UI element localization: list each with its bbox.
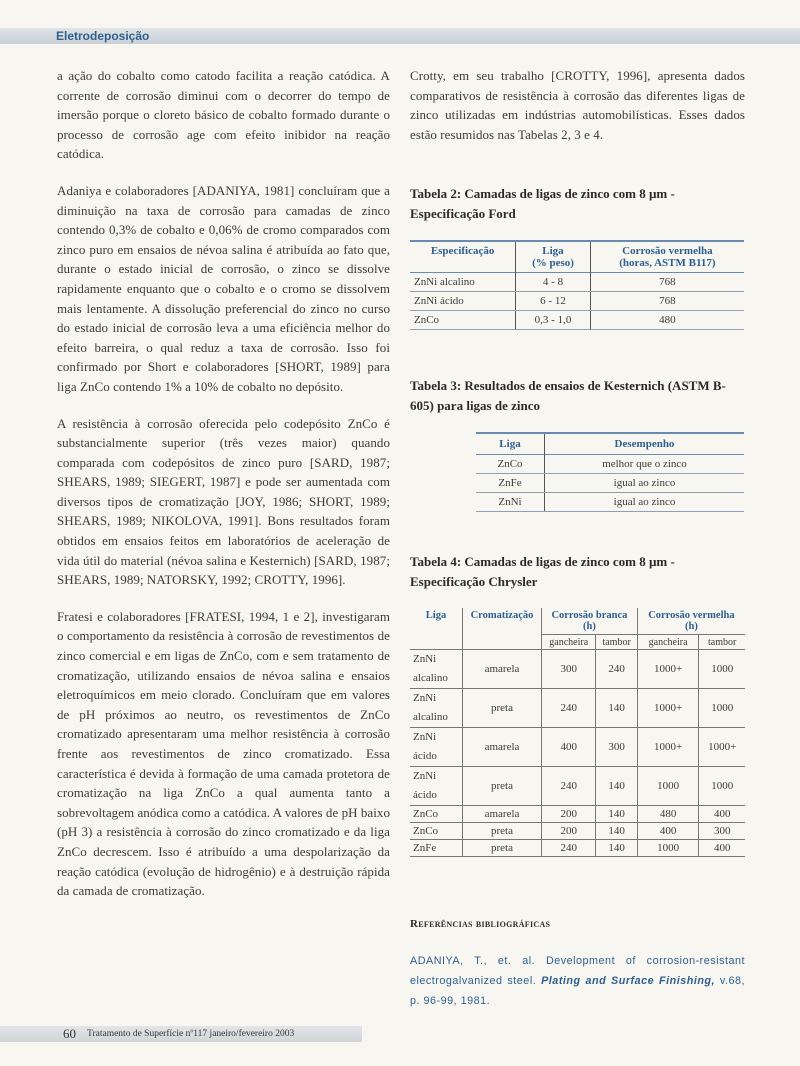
table-cell: 400 <box>699 840 745 857</box>
table3-caption: Tabela 3: Resultados de ensaios de Kesternich (ASTM B-605) para ligas de zinco <box>410 378 726 413</box>
table-cell: ZnCo <box>410 823 463 840</box>
table-cell: preta <box>463 767 542 806</box>
page-number: 60 <box>63 1026 76 1041</box>
table-cell: preta <box>463 689 542 728</box>
table-cell: 6 - 12 <box>516 292 591 311</box>
paragraph: Adaniya e colaboradores [ADANIYA, 1981] concluíram que a diminuição na taxa de corrosão para camadas de zinco contendo 0,3% de cobalto e 0,06% de cromo comparados com zinco puro em ensaios de névoa salina é atribuída ao fato que, durante o estado inicial de corrosão, o zinco se dissolve rapidamente enquanto que o cobalto e o cromo se dissolvem mais lentamente. A dissolução preferencial do zinco no curso do estado inicial de corrosão leva a uma eficiência melhor do efeito barreira, o qual reduz a taxa de corrosão. Isso foi confirmado por Short e colaboradores [SHORT, 1989] para liga ZnCo contendo 1% a 10% de cobalto no depósito. <box>57 182 390 394</box>
table-cell: ZnFe <box>410 840 463 857</box>
table-cell: ZnNi <box>476 493 545 512</box>
section-title: Eletrodeposição <box>56 29 150 43</box>
reference-journal: Plating and Surface Finishing, <box>541 975 716 987</box>
table-cell: 480 <box>590 311 744 330</box>
table2-header: (horas, ASTM B117) <box>619 257 716 269</box>
table2-header: Liga <box>516 241 591 257</box>
table-cell: preta <box>463 840 542 857</box>
table4-header: (h) <box>542 621 638 635</box>
table3-header: Liga <box>476 433 545 455</box>
table-row <box>410 728 745 767</box>
table-cell: 400 <box>637 823 699 840</box>
table-cell: ZnNi alcalino <box>410 689 463 728</box>
table4-subheader: gancheira <box>637 635 699 650</box>
table4-subheader: gancheira <box>542 635 596 650</box>
table4-header: Liga <box>410 608 463 650</box>
table3 <box>476 432 744 512</box>
table4-header: Corrosão branca <box>542 608 638 621</box>
table-row <box>410 840 745 857</box>
table3-header: Desempenho <box>614 438 675 450</box>
table4 <box>410 608 745 857</box>
table-cell: 140 <box>596 840 637 857</box>
table4-header: (h) <box>637 621 745 635</box>
references-title: Referências bibliográficas <box>410 918 551 930</box>
table-cell: 4 - 8 <box>516 273 591 292</box>
table-cell: 1000 <box>637 767 699 806</box>
table2-header: Corrosão vermelha <box>622 245 713 257</box>
table-cell: 400 <box>699 806 745 823</box>
table-cell: 300 <box>699 823 745 840</box>
table-row <box>476 455 744 474</box>
paragraph: a ação do cobalto como catodo facilita a reação catódica. A corrente de corrosão diminui com o decorrer do tempo de imersão porque o cloreto básico de cobalto formado durante o processo de corrosão age com efeito inibidor na reação catódica. <box>57 68 390 162</box>
table-cell: ZnCo <box>410 806 463 823</box>
table-row <box>410 292 744 311</box>
table-row <box>410 650 745 689</box>
table-row <box>410 273 744 292</box>
table-cell: 400 <box>542 728 596 767</box>
table-cell: 1000 <box>699 767 745 806</box>
table-cell: 1000 <box>699 689 745 728</box>
table-cell: amarela <box>463 806 542 823</box>
table-cell: 140 <box>596 767 637 806</box>
paragraph: Fratesi e colaboradores [FRATESI, 1994, 1 e 2], investigaram o comportamento da resistência à corrosão de revestimentos de zinco comercial e em ligas de ZnCo, com e sem tratamento de cromatização, utilizando ensaios de névoa salina e ensaios eletroquímicos em meio clorado. Concluíram que em valores de pH próximos ao neutro, os revestimentos de ZnCo cromatizado apresentaram uma melhor resistência à corrosão frente aos revestimentos de zinco cromatizado. Essa característica é devida à formação de uma camada protetora de cromatização na liga ZnCo a qual aumenta tanto a sobrevoltagem anódica como a catódica. A valores de pH baixo (pH 3) a resistência à corrosão do zinco cromatizado e da liga ZnCo decrescem. Isso é atribuído a uma despolarização da reação catódica (evolução de hidrogênio) e à destruição rápida da camada de cromatização. <box>57 608 390 899</box>
table-cell: igual ao zinco <box>545 493 745 512</box>
table-cell: 1000+ <box>637 689 699 728</box>
table-cell: 200 <box>542 823 596 840</box>
table-cell: 140 <box>596 823 637 840</box>
table-cell: ZnNi ácido <box>410 767 463 806</box>
footer-text: Tratamento de Superfície nº117 janeiro/fevereiro 2003 <box>87 1029 295 1039</box>
table-cell: ZnFe <box>476 474 545 493</box>
table-cell: 300 <box>596 728 637 767</box>
table-cell: 768 <box>590 273 744 292</box>
table4-header: Corrosão vermelha <box>637 608 745 621</box>
table-row <box>476 474 744 493</box>
table-cell: 1000 <box>699 650 745 689</box>
table-cell: ZnCo <box>476 455 545 474</box>
table-row <box>410 806 745 823</box>
table2-caption-block <box>410 184 745 224</box>
table-row <box>410 823 745 840</box>
reference-entry <box>410 951 745 1011</box>
table-cell: melhor que o zinco <box>545 455 745 474</box>
paragraph: Crotty, em seu trabalho [CROTTY, 1996], apresenta dados comparativos de resistência à corrosão das diferentes ligas de zinco utilizadas em indústrias automobilísticas. Esses dados estão resumidos nas Tabelas 2, 3 e 4. <box>410 68 745 142</box>
table2-caption: Tabela 2: Camadas de ligas de zinco com 8 µm - Especificação Ford <box>410 186 675 221</box>
table2-header: Especificação <box>410 241 516 273</box>
table-cell: ZnNi alcalino <box>410 650 463 689</box>
table-cell: 140 <box>596 806 637 823</box>
table-cell: 300 <box>542 650 596 689</box>
table-cell: 1000+ <box>699 728 745 767</box>
table-row <box>410 767 745 806</box>
table-cell: 240 <box>596 650 637 689</box>
table-cell: 0,3 - 1,0 <box>516 311 591 330</box>
table-row <box>410 311 744 330</box>
left-column <box>57 66 390 901</box>
table4-subheader: tambor <box>596 635 637 650</box>
right-column <box>410 66 745 144</box>
table-cell: 1000+ <box>637 728 699 767</box>
table-cell: 1000+ <box>637 650 699 689</box>
paragraph: A resistência à corrosão oferecida pelo codepósito ZnCo é substancialmente superior (três vezes maior) quando comparada com codepósitos de zinco puro [SARD, 1987; SHEARS, 1989; SIEGERT, 1987] e pode ser aumentada com diversos tipos de cromatização [JOY, 1986; SHORT, 1989; SHEARS, 1989; NIKOLOVA, 1991]. Bons resultados foram obtidos em ensaios feitos em laboratórios de aceleração de vida útil do material (névoa salina e Kesternich) [SARD, 1987; SHEARS, 1989; NATORSKY, 1992; CROTTY, 1996]. <box>57 415 390 588</box>
table-cell: 240 <box>542 840 596 857</box>
table4-caption: Tabela 4: Camadas de ligas de zinco com 8 µm - Especificação Chrysler <box>410 554 675 589</box>
table-cell: 1000 <box>637 840 699 857</box>
table-cell: ZnNi ácido <box>410 292 516 311</box>
table-cell: 240 <box>542 689 596 728</box>
table2 <box>410 240 744 330</box>
footer-band <box>0 1026 362 1042</box>
table4-header: Cromatização <box>463 608 542 650</box>
table-cell: ZnNi alcalino <box>410 273 516 292</box>
reference-text: ADANIYA, T., et. al. Development of corrosion-resistant electrogalvanized steel. <box>410 955 745 987</box>
table-cell: ZnCo <box>410 311 516 330</box>
table-cell: igual ao zinco <box>545 474 745 493</box>
table2-header: (% peso) <box>516 257 591 273</box>
table-row <box>476 493 744 512</box>
table-cell: 480 <box>637 806 699 823</box>
table-cell: 768 <box>590 292 744 311</box>
table4-subheader: tambor <box>699 635 745 650</box>
table4-caption-block <box>410 552 745 592</box>
table-cell: 140 <box>596 689 637 728</box>
table-cell: preta <box>463 823 542 840</box>
table-cell: 200 <box>542 806 596 823</box>
table-cell: 240 <box>542 767 596 806</box>
table-cell: amarela <box>463 728 542 767</box>
table-cell: amarela <box>463 650 542 689</box>
table-row <box>410 689 745 728</box>
reference-details: v.68, p. 96-99, 1981. <box>410 975 746 1007</box>
table3-caption-block <box>410 376 745 416</box>
table-cell: ZnNi ácido <box>410 728 463 767</box>
